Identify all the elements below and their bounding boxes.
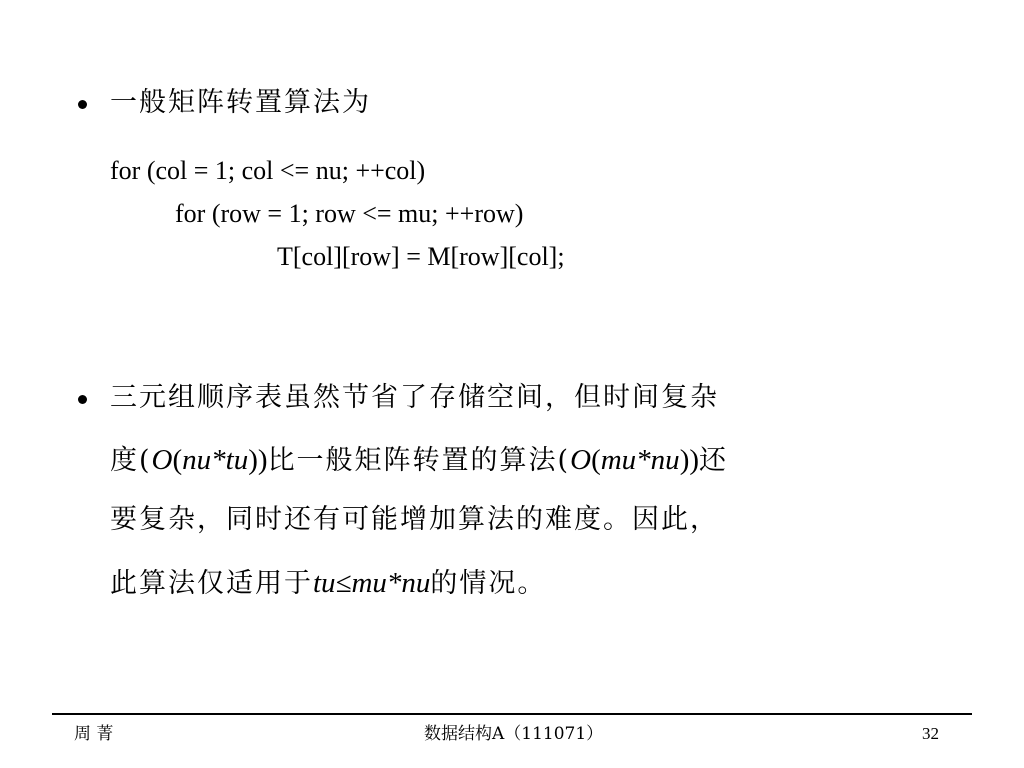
text-segment: 的情况。	[430, 568, 547, 599]
bullet-1-text: 一般矩阵转置算法为	[110, 87, 371, 118]
footer-page-number: 32	[922, 724, 939, 743]
bullet-2-line-3: 要复杂，同时还有可能增加算法的难度。因此，	[110, 504, 719, 535]
footer-course: 数据结构A（111071）	[424, 724, 604, 744]
complexity-expression: mu*nu	[600, 444, 680, 476]
complexity-expression: nu*tu	[182, 444, 249, 476]
text-segment: 还	[699, 445, 729, 476]
bullet-2-line-2	[110, 440, 728, 481]
bullet-2-line-1: 三元组顺序表虽然节省了存储空间，但时间复杂	[110, 382, 719, 413]
code-line-3: T[col][row] = M[row][col];	[277, 242, 565, 271]
bullet-dot-icon	[78, 100, 87, 109]
bullet-dot-icon	[78, 395, 87, 404]
footer-divider	[52, 713, 972, 715]
code-line-1: for (col = 1; col <= nu; ++col)	[110, 156, 426, 185]
code-line-2: for (row = 1; row <= mu; ++row)	[175, 199, 524, 228]
bullet-2-line-4	[110, 563, 546, 604]
text-segment: (	[591, 444, 601, 476]
big-o-symbol: O	[570, 444, 592, 476]
footer-author: 周 菁	[74, 724, 114, 744]
text-segment: 此算法仅适用于	[110, 568, 313, 599]
condition-expression: tu≤mu*nu	[313, 567, 431, 599]
big-o-symbol: O	[151, 444, 173, 476]
text-segment: 度(	[110, 445, 152, 476]
text-segment: ))	[679, 444, 700, 476]
text-segment: (	[172, 444, 183, 476]
text-segment: 比一般矩阵转置的算法(	[267, 445, 571, 476]
text-segment: ))	[248, 444, 268, 476]
